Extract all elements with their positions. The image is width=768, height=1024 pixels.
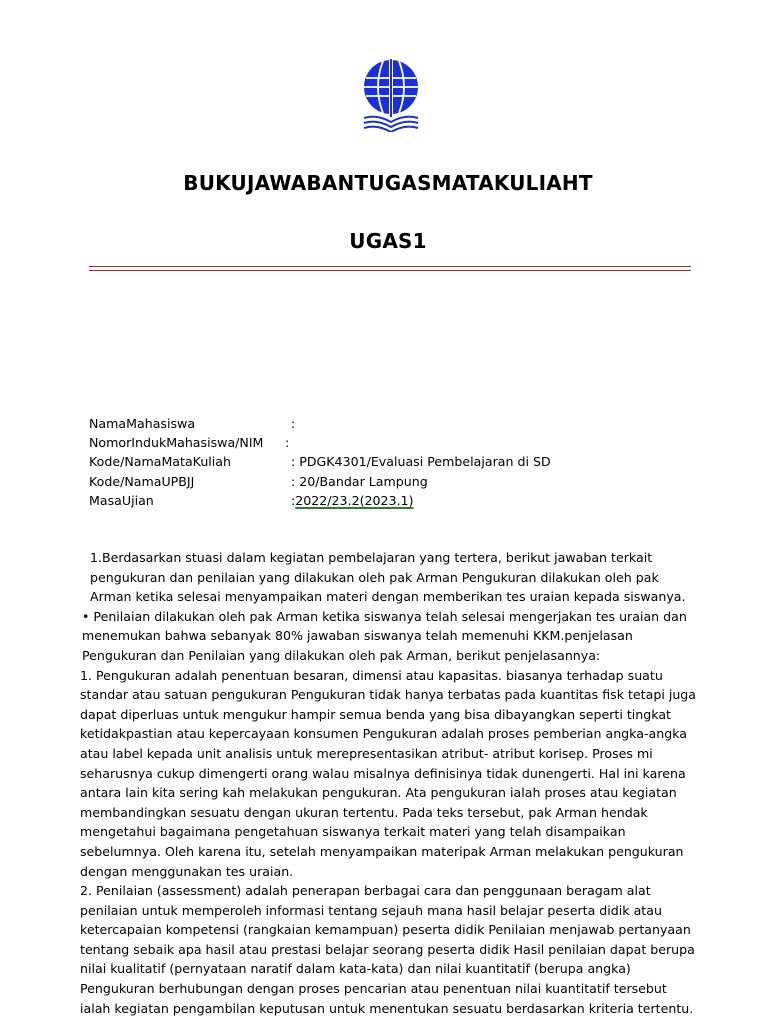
university-logo-icon (360, 56, 422, 132)
info-label: Kode/NamaUPBJJ (89, 473, 195, 489)
answer-body (80, 548, 700, 1018)
info-row-matakuliah (89, 452, 551, 471)
info-row-upbjj (89, 472, 551, 491)
info-value: : (285, 435, 290, 451)
info-value: 2022/23.2(2023.1) (295, 492, 414, 508)
title-divider-top (89, 266, 691, 267)
info-row-masaujian (89, 491, 551, 510)
info-value: : 20/Bandar Lampung (291, 473, 428, 489)
paragraph-bullet: • Penilaian dilakukan oleh pak Arman ketika siswanya telah selesai mengerjakan tes uraian dan menemukan bahwa sebanyak 80% jawaban siswanya telah memenuhi KKM.penjelasan Pengukuran dan Penilaian yang dilakukan oleh pak Arman, berikut penjelasannya: (82, 608, 687, 663)
student-info-block (89, 414, 551, 510)
paragraph-intro: 1.Berdasarkan stuasi dalam kegiatan pembelajaran yang tertera, berikut jawaban terkait pengukuran dan penilaian yang dilakukan oleh pak Arman Pengukuran dilakukan oleh pak Arman ketika selesai menyampaikan materi dengan memberikan tes uraian kepada siswanya. (90, 550, 686, 605)
info-row-nim (89, 433, 551, 452)
info-value-prefix: : (291, 492, 296, 508)
info-label: NomorIndukMahasiswa/NIM (89, 435, 264, 451)
info-label: Kode/NamaMataKuliah (89, 454, 231, 470)
info-label: NamaMahasiswa (89, 416, 196, 431)
paragraph-pengukuran: 1. Pengukuran adalah penentuan besaran, dimensi atau kapasitas. biasanya terhadap suatu standar atau satuan pengukuran Pengukuran tidak hanya terbatas pada kuantitas fisk tetapi juga dapat diperluas untuk mengukur hampir semua benda yang bisa dibayangkan seperti tingkat ketidakpastian atau kepercayaan konsumen Pengukuran adalah proses pemberian angka-angka atau label kepada unit analisis untuk merepresentasikan atribut- atribut korisep. Proses mi seharusnya cukup dimengerti orang walau misalnya definisinya tidak dunengerti. Hal ini karena antara lain kita sering kah melakukan pengukuran. Ata pengukuran ialah proses atau kegiatan membandingkan sesuatu dengan ukuran tertentu. Pada teks tersebut, pak Arman hendak mengetahui bagaimana pengetahuan siswanya terkait materi yang telah disampaikan sebelumnya. Oleh karena itu, setelah menyampaikan materipak Arman melakukan pengukuran dengan menggunakan tes uraian. (80, 667, 697, 879)
document-title-line1: BUKUJAWABANTUGASMATAKULIAHT (183, 171, 593, 195)
info-label: MasaUjian (89, 492, 154, 508)
document-title-line2: UGAS1 (349, 229, 427, 253)
info-value: : PDGK4301/Evaluasi Pembelajaran di SD (291, 454, 551, 470)
title-divider-bottom (89, 270, 691, 271)
paragraph-penilaian: 2. Penilaian (assessment) adalah penerapan berbagai cara dan penggunaan beragam alat penilaian untuk memperoleh informasi tentang sejauh mana hasil belajar peserta didik atau ketercapaian kompetensi (rangkaian kemampuan) peserta didik Penilaian menjawab pertanyaan tentang sebaik apa hasil atau prestasi belajar seorang peserta didik Hasil penilaian dapat berupa nilai kualitatif (pernyataan naratif dalam kata-kata) dan nilai kuantitatif (berupa angka) Pengukuran berhubungan dengan proses pencarian atau penentuan nilai kuantitatif tersebut ialah kegiatan pengambilan keputusan untuk menentukan sesuatu berdasarkan kriteria tertentu. (80, 883, 695, 1016)
info-row-nama (89, 414, 551, 433)
info-value: : (291, 416, 296, 431)
